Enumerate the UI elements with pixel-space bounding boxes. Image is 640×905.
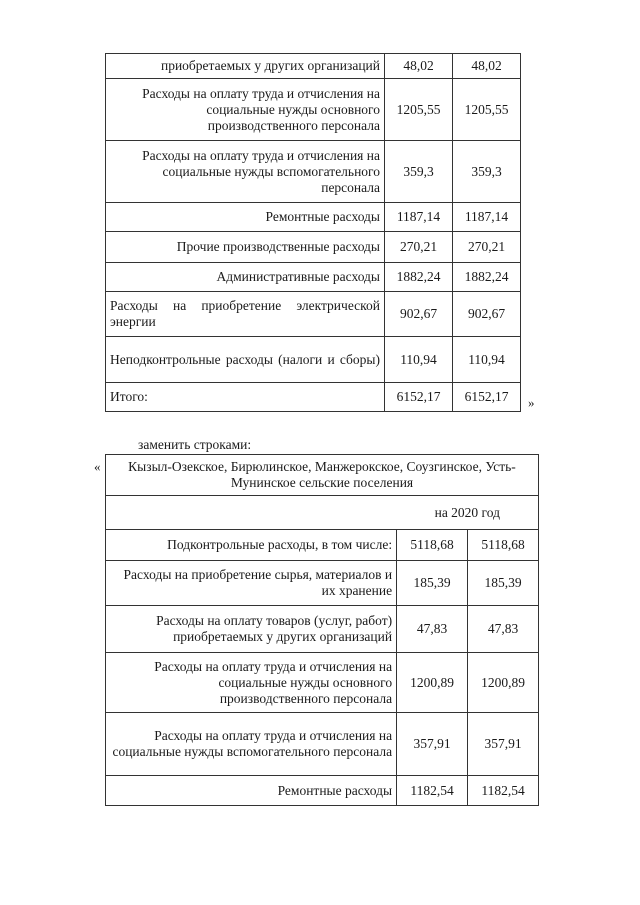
value-cell-1: 6152,17 [385, 383, 453, 412]
closing-quote: » [528, 395, 535, 410]
table-row [106, 337, 521, 383]
table-header-row [106, 455, 539, 496]
value-cell-2: 1200,89 [468, 653, 539, 713]
value-cell-1: 1205,55 [385, 79, 453, 141]
table-row [106, 203, 521, 232]
year-label: на 2020 год [397, 496, 539, 530]
value-cell-2: 110,94 [453, 337, 521, 383]
table-expenses-old [105, 53, 521, 412]
expense-label: Ремонтные расходы [106, 776, 397, 806]
value-cell-2: 5118,68 [468, 530, 539, 561]
table-row [106, 606, 539, 653]
expense-label: Ремонтные расходы [106, 203, 385, 232]
table-row [106, 561, 539, 606]
value-cell-1: 110,94 [385, 337, 453, 383]
value-cell-2: 48,02 [453, 54, 521, 79]
value-cell-2: 185,39 [468, 561, 539, 606]
expense-label: Подконтрольные расходы, в том числе: [106, 530, 397, 561]
value-cell-1: 902,67 [385, 292, 453, 337]
expense-label: Неподконтрольные расходы (налоги и сборы) [106, 337, 385, 383]
value-cell-1: 359,3 [385, 141, 453, 203]
value-cell-1: 1187,14 [385, 203, 453, 232]
value-cell-2: 1182,54 [468, 776, 539, 806]
value-cell-2: 1187,14 [453, 203, 521, 232]
value-cell-1: 48,02 [385, 54, 453, 79]
value-cell-2: 47,83 [468, 606, 539, 653]
value-cell-1: 185,39 [397, 561, 468, 606]
expense-label: Расходы на оплату товаров (услуг, работ) приобретаемых у других организаций [106, 606, 397, 653]
expense-label: Расходы на оплату труда и отчисления на социальные нужды основного производственного персонала [106, 653, 397, 713]
year-empty-cell [106, 496, 397, 530]
expense-label: Расходы на приобретение электрической энергии [106, 292, 385, 337]
value-cell-1: 270,21 [385, 232, 453, 263]
value-cell-2: 1205,55 [453, 79, 521, 141]
table-row [106, 263, 521, 292]
value-cell-1: 1182,54 [397, 776, 468, 806]
settlements-header: Кызыл-Озекское, Бирюлинское, Манжерокское, Соузгинское, Усть-Мунинское сельские поселения [106, 455, 539, 496]
value-cell-2: 270,21 [453, 232, 521, 263]
table-year-row [106, 496, 539, 530]
table-row [106, 653, 539, 713]
value-cell-2: 1882,24 [453, 263, 521, 292]
value-cell-2: 902,67 [453, 292, 521, 337]
value-cell-1: 1200,89 [397, 653, 468, 713]
table-row [106, 141, 521, 203]
table-row [106, 530, 539, 561]
opening-quote: « [94, 459, 101, 474]
value-cell-1: 5118,68 [397, 530, 468, 561]
expense-label: приобретаемых у других организаций [106, 54, 385, 79]
value-cell-1: 1882,24 [385, 263, 453, 292]
replace-instruction: заменить строками: [138, 437, 252, 452]
value-cell-1: 357,91 [397, 713, 468, 776]
value-cell-2: 357,91 [468, 713, 539, 776]
expense-label: Расходы на приобретение сырья, материалов и их хранение [106, 561, 397, 606]
table-row [106, 54, 521, 79]
expense-label: Итого: [106, 383, 385, 412]
table-expenses-new [105, 454, 539, 806]
table-row [106, 79, 521, 141]
expense-label: Расходы на оплату труда и отчисления на социальные нужды основного производственного персонала [106, 79, 385, 141]
table-row [106, 776, 539, 806]
table-row [106, 232, 521, 263]
value-cell-1: 47,83 [397, 606, 468, 653]
expense-label: Прочие производственные расходы [106, 232, 385, 263]
expense-label: Расходы на оплату труда и отчисления на социальные нужды вспомогательного персонала [106, 713, 397, 776]
expense-label: Административные расходы [106, 263, 385, 292]
table-row [106, 383, 521, 412]
table-row [106, 713, 539, 776]
table-row [106, 292, 521, 337]
value-cell-2: 6152,17 [453, 383, 521, 412]
expense-label: Расходы на оплату труда и отчисления на социальные нужды вспомогательного персонала [106, 141, 385, 203]
value-cell-2: 359,3 [453, 141, 521, 203]
